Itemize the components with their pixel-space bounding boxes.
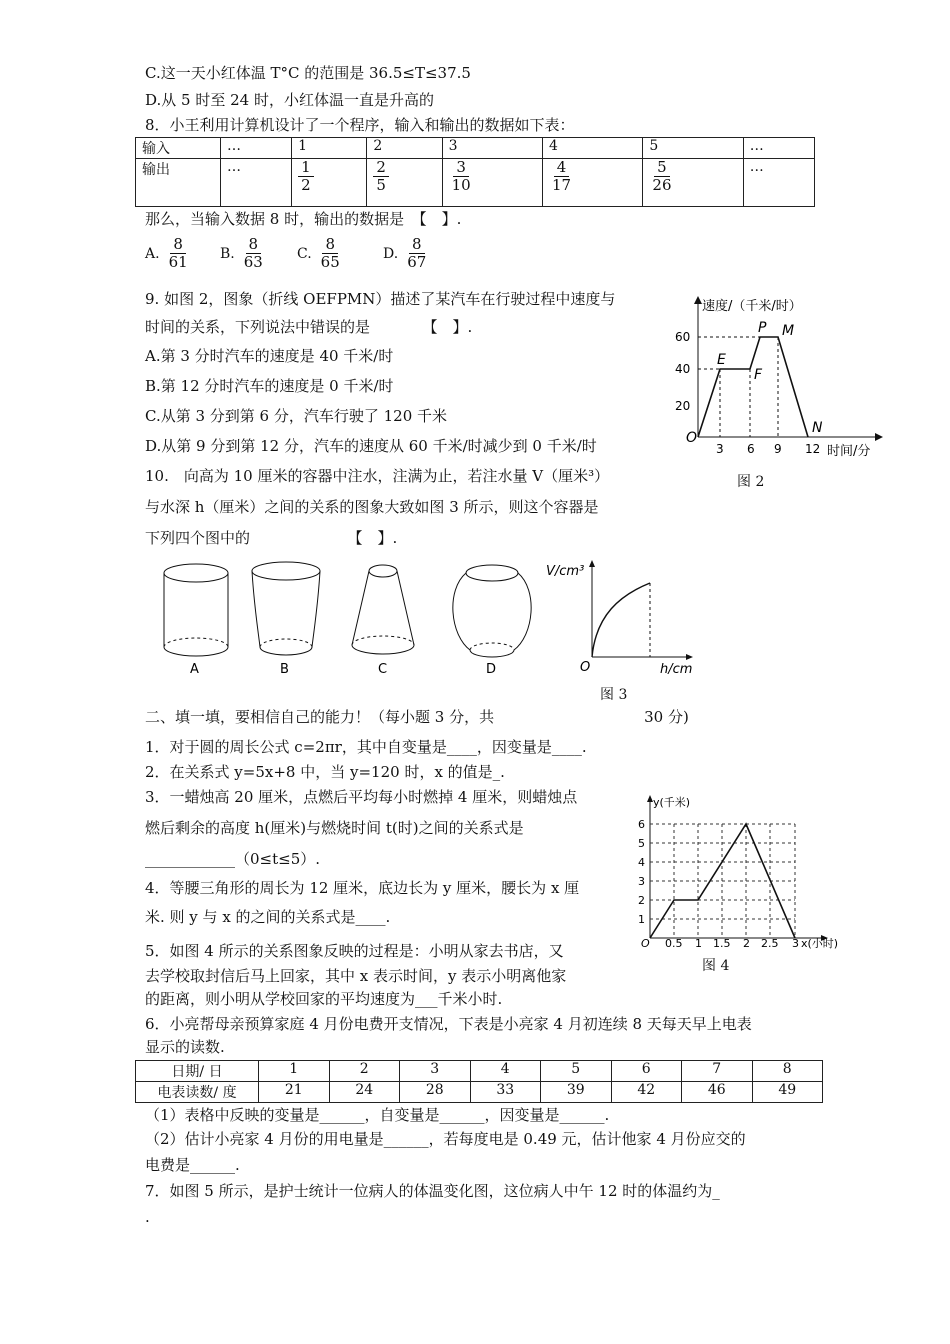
fig4-ytick: 5 [638,837,645,850]
table-cell: 2 [367,138,442,159]
table-cell: $\frac{1}{2}$ [292,159,367,207]
fig4-ytick: 2 [638,894,645,907]
fig2-xlabel: 时间/分 [827,444,871,459]
question-10-cont2: 下列四个图中的 【 】. [145,529,398,547]
q9-option-a: A.第 3 分时汽车的速度是 40 千米/时 [145,347,394,365]
fig2-point-p: P [758,320,767,336]
fill-4: 4．等腰三角形的周长为 12 厘米，底边长为 y 厘米，腰长为 x 厘 [145,879,580,897]
fig2-ytick: 60 [675,330,691,344]
fill-2: 2．在关系式 y=5x+8 中，当 y=120 时，x 的值是_. [145,763,505,781]
meter-table [135,1060,823,1103]
option-d-q7: D.从 5 时至 24 时，小红体温一直是升高的 [145,91,434,109]
fig3-caption: 图 3 [600,687,628,703]
table-header: 输入 [136,138,221,159]
table-cell: 7 [682,1061,753,1082]
fill-5-cont: 去学校取封信后马上回家，其中 x 表示时间，y 表示小明离他家 [145,967,567,985]
question-8: 8．小王利用计算机设计了一个程序，输入和输出的数据如下表： [145,116,575,134]
fig2-xtick: 3 [716,442,724,456]
table-cell: … [743,138,814,159]
option-a: A. $\frac{8}{61}$ [145,235,188,271]
fig2-point-n: N [812,420,823,436]
fill-6-q2-cont: 电费是______. [145,1156,240,1174]
fill-7: 7．如图 5 所示，是护士统计一位病人的体温变化图，这位病人中午 12 时的体温约为_ [145,1182,720,1200]
container-b [252,562,320,677]
question-10-cont: 与水深 h（厘米）之间的关系的图象大致如图 3 所示，则这个容器是 [145,498,599,516]
container-c [352,565,414,677]
table-cell: 21 [259,1082,330,1103]
fill-6-q2: （2）估计小亮家 4 月份的用电量是______，若每度电是 0.49 元，估计他家 4 月份应交的 [145,1130,746,1148]
q9-option-b: B.第 12 分时汽车的速度是 0 千米/时 [145,377,394,395]
table-cell: 24 [329,1082,400,1103]
fig4-xtick: 3 [792,937,799,950]
container-b-label: B [280,662,289,677]
fig4-caption: 图 4 [702,958,730,974]
fill-1: 1．对于圆的周长公式 c=2πr，其中自变量是____，因变量是____. [145,738,587,756]
fig2-point-m: M [782,323,795,339]
fill-5: 5．如图 4 所示的关系图象反映的过程是：小明从家去书店，又 [145,942,564,960]
table-cell: 3 [442,138,542,159]
fig2-xtick: 6 [747,442,755,456]
fill-5-cont2: 的距离，则小明从学校回家的平均速度为___千米小时. [145,990,503,1008]
fill-4-cont: 米. 则 y 与 x 的之间的关系式是____. [145,908,391,926]
table-header: 日期/ 日 [136,1061,259,1082]
fig3-vlabel: V/cm³ [546,564,585,579]
fig4-xtick: 2.5 [761,937,779,950]
fig2-ytick: 20 [675,399,691,413]
table-cell: … [221,159,292,207]
fig3-hlabel: h/cm [660,662,693,677]
fill-6-q1: （1）表格中反映的变量是______，自变量是______，因变量是______. [145,1106,610,1124]
fig4-ytick: 4 [638,856,645,869]
io-table [135,137,815,207]
fig4-xlabel: x(小时) [801,937,839,950]
table-cell: 6 [611,1061,682,1082]
figure-2-speed-graph [670,292,885,467]
fig2-point-o: O [686,430,698,446]
table-cell: 28 [400,1082,471,1103]
fig2-ytick: 40 [675,362,691,376]
table-cell: 4 [543,138,643,159]
fig3-origin: O [580,660,591,675]
table-cell: 49 [752,1082,823,1103]
q9-option-c: C.从第 3 分到第 6 分，汽车行驶了 120 千米 [145,407,448,425]
table-cell: 1 [292,138,367,159]
table-cell: 5 [541,1061,612,1082]
section-2-heading: 二、填一填，要相信自己的能力！（每小题 3 分，共 30 分) [145,708,689,726]
fig4-origin: O [641,937,650,950]
fig4-xtick: 1.5 [713,937,731,950]
container-c-label: C [378,662,388,677]
table-cell: 4 [470,1061,541,1082]
fig2-polyline [698,337,808,437]
table-header: 输出 [136,159,221,207]
table-cell: 2 [329,1061,400,1082]
table-cell: 33 [470,1082,541,1103]
table-cell: $\frac{5}{26}$ [643,159,743,207]
table-cell: $\frac{4}{17}$ [543,159,643,207]
figure-containers [150,555,710,680]
fig4-ytick: 6 [638,818,645,831]
container-d [453,565,531,677]
container-a [164,564,228,677]
container-a-label: A [190,662,199,677]
fig4-ytick: 3 [638,875,645,888]
option-b: B. $\frac{8}{63}$ [220,235,263,271]
table-cell: 5 [643,138,743,159]
fig4-ylabel: y(千米) [653,796,691,809]
fill-6: 6．小亮帮母亲预算家庭 4 月份电费开支情况，下表是小亮家 4 月初连续 8 天每天早上电表 [145,1015,752,1033]
fig4-xtick: 0.5 [665,937,683,950]
table-cell: 39 [541,1082,612,1103]
fill-3: 3．一蜡烛高 20 厘米，点燃后平均每小时燃掉 4 厘米，则蜡烛点 [145,788,578,806]
table-cell: 42 [611,1082,682,1103]
fill-7-cont: . [145,1208,150,1226]
q9-option-d: D.从第 9 分到第 12 分，汽车的速度从 60 千米/时减少到 0 千米/时 [145,437,597,455]
fill-6-cont: 显示的读数. [145,1038,225,1056]
fig2-point-f: F [754,367,763,383]
table-cell: … [221,138,292,159]
fig4-xtick: 2 [743,937,750,950]
fig2-ylabel: 速度/（千米/时） [702,299,802,314]
container-d-label: D [486,662,497,677]
figure-3-vh-graph [546,560,693,677]
question-9-cont: 时间的关系，下列说法中错误的是 【 】. [145,318,473,336]
fill-3-cont: 燃后剩余的高度 h(厘米)与燃烧时间 t(时)之间的关系式是 [145,819,524,837]
table-cell: 8 [752,1061,823,1082]
fill-3-cont2: ____________（0≤t≤5）. [145,850,321,868]
table-cell: 46 [682,1082,753,1103]
question-8-prompt: 那么，当输入数据 8 时，输出的数据是 【 】. [145,210,462,228]
table-cell: $\frac{2}{5}$ [367,159,442,207]
fig2-xtick: 12 [805,442,821,456]
option-d: D. $\frac{8}{67}$ [383,235,427,271]
table-cell: … [743,159,814,207]
option-c-q7: C.这一天小红体温 T°C 的范围是 36.5≤T≤37.5 [145,64,471,82]
question-10: 10. 向高为 10 厘米的容器中注水，注满为止，若注水量 V（厘米³） [145,467,610,485]
fig4-ytick: 1 [638,913,645,926]
table-cell: 3 [400,1061,471,1082]
table-header: 电表读数/ 度 [136,1082,259,1103]
option-c: C. $\frac{8}{65}$ [297,235,340,271]
fig2-caption: 图 2 [737,474,765,490]
fig4-xtick: 1 [695,937,702,950]
figure-4-distance-graph [635,790,850,950]
fig2-point-e: E [717,352,726,368]
table-cell: $\frac{3}{10}$ [442,159,542,207]
table-cell: 1 [259,1061,330,1082]
fig2-xtick: 9 [774,442,782,456]
question-9: 9. 如图 2，图象（折线 OEFPMN）描述了某汽车在行驶过程中速度与 [145,290,616,308]
